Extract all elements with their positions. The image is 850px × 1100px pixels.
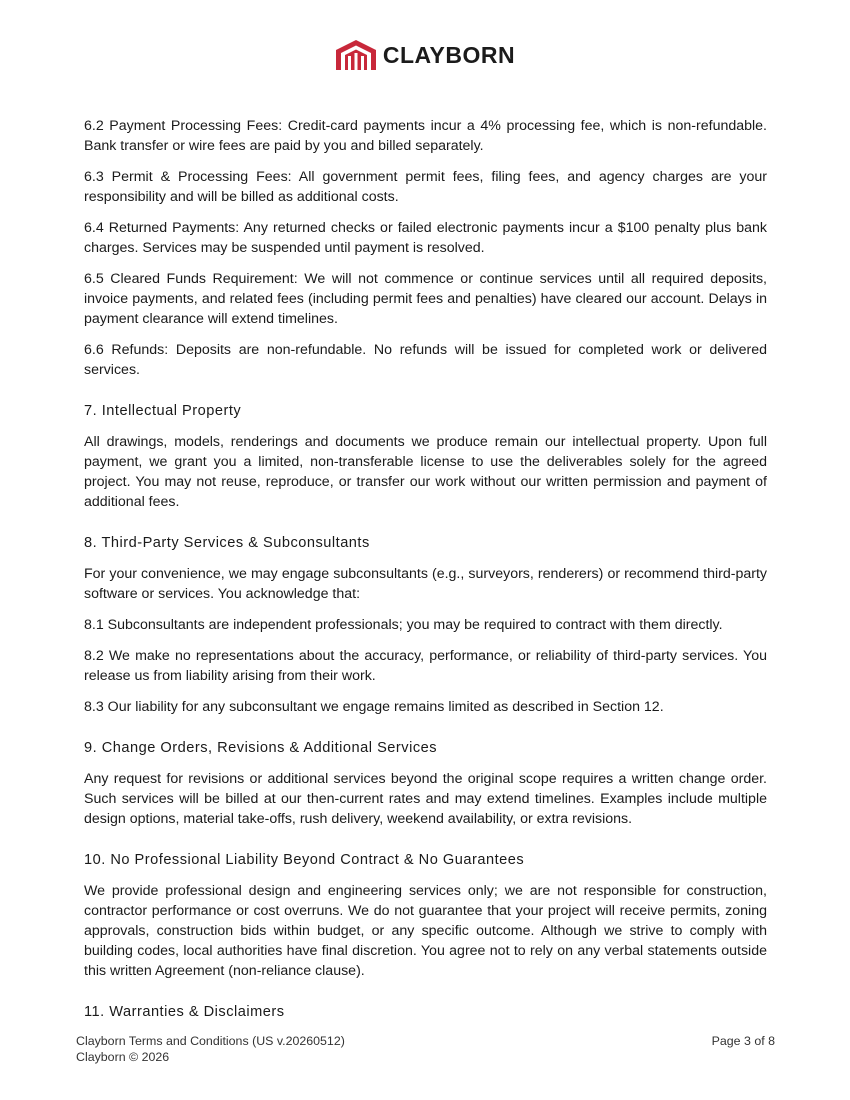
section-8-intro: For your convenience, we may engage subconsultants (e.g., surveyors, renderers) or recommend third-party software or services. You acknowledge that: <box>84 566 767 602</box>
page-header <box>0 38 850 72</box>
section-10-text: We provide professional design and engineering services only; we are not responsible for construction, contractor performance or cost overruns. We do not guarantee that your project will receive permits, zoning approvals, construction bids within budget, or any specific outcome. Although we strive to comply with building codes, local authorities have final discretion. You agree not to rely on any verbal statements outside this written Agreement (non-reliance clause). <box>84 883 767 979</box>
page-number: Page 3 of 8 <box>711 1034 775 1048</box>
brand-name: CLAYBORN <box>382 41 516 68</box>
clause-8-1: 8.1 Subconsultants are independent professionals; you may be required to contract with them directly. <box>84 617 723 633</box>
section-7-text: All drawings, models, renderings and documents we produce remain our intellectual property. Upon full payment, we grant you a limited, non-transferable license to use the deliverables solely for the agreed project. You may not reuse, reproduce, or transfer our work without our written permission and payment of additional fees. <box>84 434 767 510</box>
section-9-heading: 9. Change Orders, Revisions & Additional Services <box>84 740 438 756</box>
section-9-text: Any request for revisions or additional services beyond the original scope requires a written change order. Such services will be billed at our then-current rates and may extend timelines. Examples include multiple design options, material take-offs, rush delivery, weekend availability, or extra revisions. <box>84 771 767 827</box>
clause-6-6: 6.6 Refunds: Deposits are non-refundable. No refunds will be issued for completed work or delivered services. <box>84 342 767 378</box>
clause-8-3: 8.3 Our liability for any subconsultant we engage remains limited as described in Section 12. <box>84 699 664 715</box>
section-10-heading: 10. No Professional Liability Beyond Contract & No Guarantees <box>84 852 525 868</box>
clause-8-2: 8.2 We make no representations about the accuracy, performance, or reliability of third-party services. You release us from liability arising from their work. <box>84 648 767 684</box>
footer-copyright: Clayborn © 2026 <box>76 1050 170 1064</box>
terms-body <box>84 116 767 1033</box>
clause-6-3: 6.3 Permit & Processing Fees: All government permit fees, filing fees, and agency charges are your responsibility and will be billed as additional costs. <box>84 169 767 205</box>
clause-6-5: 6.5 Cleared Funds Requirement: We will not commence or continue services until all required deposits, invoice payments, and related fees (including permit fees and penalties) have cleared our account. Delays in payment clearance will extend timelines. <box>84 271 767 327</box>
section-11-heading: 11. Warranties & Disclaimers <box>84 1004 285 1020</box>
clayborn-barn-logo-icon <box>335 39 377 71</box>
footer-doc-title: Clayborn Terms and Conditions (US v.20260512) <box>76 1034 345 1048</box>
clause-6-4: 6.4 Returned Payments: Any returned checks or failed electronic payments incur a $100 penalty plus bank charges. Services may be suspended until payment is resolved. <box>84 220 767 256</box>
clause-6-2: 6.2 Payment Processing Fees: Credit-card payments incur a 4% processing fee, which is non-refundable. Bank transfer or wire fees are paid by you and billed separately. <box>84 118 767 154</box>
section-7-heading: 7. Intellectual Property <box>84 403 242 419</box>
footer-left <box>76 1033 345 1065</box>
section-8-heading: 8. Third-Party Services & Subconsultants <box>84 535 370 551</box>
